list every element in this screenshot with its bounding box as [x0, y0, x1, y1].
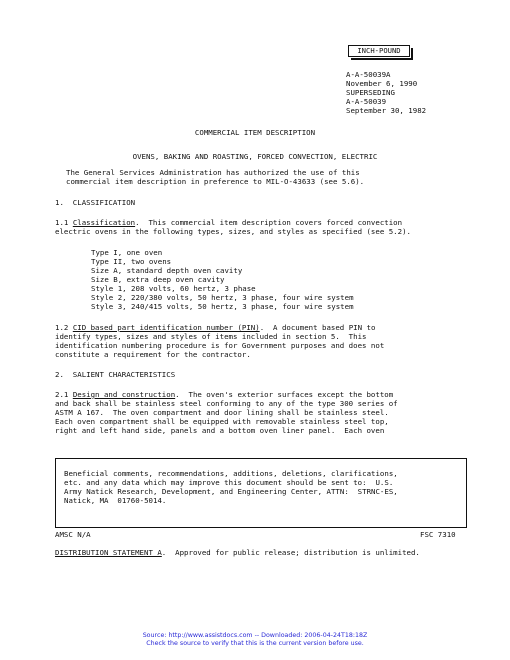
superseded-id: A-A-50039 [346, 97, 387, 106]
list-item: Type II, two ovens [91, 257, 172, 266]
verify-footer-line: Check the source to verify that this is the current version before use. [146, 640, 364, 647]
document-subtitle: OVENS, BAKING AND ROASTING, FORCED CONVECTION, ELECTRIC [132, 152, 378, 161]
comments-box [55, 458, 467, 528]
document-date: November 6, 1990 [346, 79, 418, 88]
list-item: Style 3, 240/415 volts, 50 hertz, 3 phase, four wire system [91, 302, 354, 311]
paragraph-1-1: 1.1 Classification. This commercial item description covers forced convection [55, 218, 403, 227]
section-heading-classification: 1. CLASSIFICATION [55, 198, 136, 207]
paragraph-line: identification numbering procedure is for Government purposes and does not [55, 341, 385, 350]
paragraph-title: CID based part identification number (PIN) [72, 323, 260, 332]
paragraph-line: and back shall be stainless steel conforming to any of the type 300 series of [55, 399, 398, 408]
paragraph-line: constitute a requirement for the contractor. [55, 350, 251, 359]
paragraph-line: Each oven compartment shall be equipped with removable stainless steel top, [55, 417, 389, 426]
paragraph-title: Design and construction [72, 390, 176, 399]
list-item: Size A, standard depth oven cavity [91, 266, 243, 275]
section-heading-salient: 2. SALIENT CHARACTERISTICS [55, 370, 176, 379]
list-item: Type I, one oven [91, 248, 163, 257]
superseded-date: September 30, 1982 [346, 106, 427, 115]
amsc-label: AMSC N/A [55, 530, 91, 539]
paragraph-2-1: 2.1 Design and construction. The oven's exterior surfaces except the bottom [55, 390, 394, 399]
paragraph-line: ASTM A 167. The oven compartment and door lining shall be stainless steel. [55, 408, 389, 417]
fsc-label: FSC 7310 [420, 530, 456, 539]
comment-line: Natick, MA 01760-5014. [64, 496, 167, 505]
paragraph-line: electric ovens in the following types, sizes, and styles as specified (see 5.2). [55, 227, 411, 236]
inch-pound-label: INCH-POUND [348, 45, 410, 57]
paragraph-1-2: 1.2 CID based part identification number (PIN). A document based PIN to [55, 323, 376, 332]
comment-line: Beneficial comments, recommendations, additions, deletions, clarifications, [64, 469, 398, 478]
list-item: Style 1, 208 volts, 60 hertz, 3 phase [91, 284, 256, 293]
intro-line: The General Services Administration has authorized the use of this [66, 168, 360, 177]
paragraph-title: Classification [72, 218, 136, 227]
comment-line: etc. and any data which may improve this document should be sent to: U.S. [64, 478, 394, 487]
intro-line: commercial item description in preference to MIL-O-43633 (see 5.6). [66, 177, 365, 186]
distribution-title: DISTRIBUTION STATEMENT A [55, 548, 162, 557]
document-title: COMMERCIAL ITEM DESCRIPTION [194, 128, 316, 137]
distribution-statement: DISTRIBUTION STATEMENT A. Approved for public release; distribution is unlimited. [55, 548, 420, 557]
source-footer-line: Source: http://www.assistdocs.com -- Downloaded: 2006-04-24T18:18Z [142, 632, 368, 639]
superseding-label: SUPERSEDING [346, 88, 395, 97]
paragraph-line: right and left hand side, panels and a bottom oven liner panel. Each oven [55, 426, 385, 435]
list-item: Size B, extra deep oven cavity [91, 275, 225, 284]
comment-line: Army Natick Research, Development, and Engineering Center, ATTN: STRNC-ES, [64, 487, 398, 496]
list-item: Style 2, 220/380 volts, 50 hertz, 3 phase, four wire system [91, 293, 354, 302]
document-id: A-A-50039A [346, 70, 391, 79]
paragraph-line: identify types, sizes and styles of items included in section 5. This [55, 332, 367, 341]
